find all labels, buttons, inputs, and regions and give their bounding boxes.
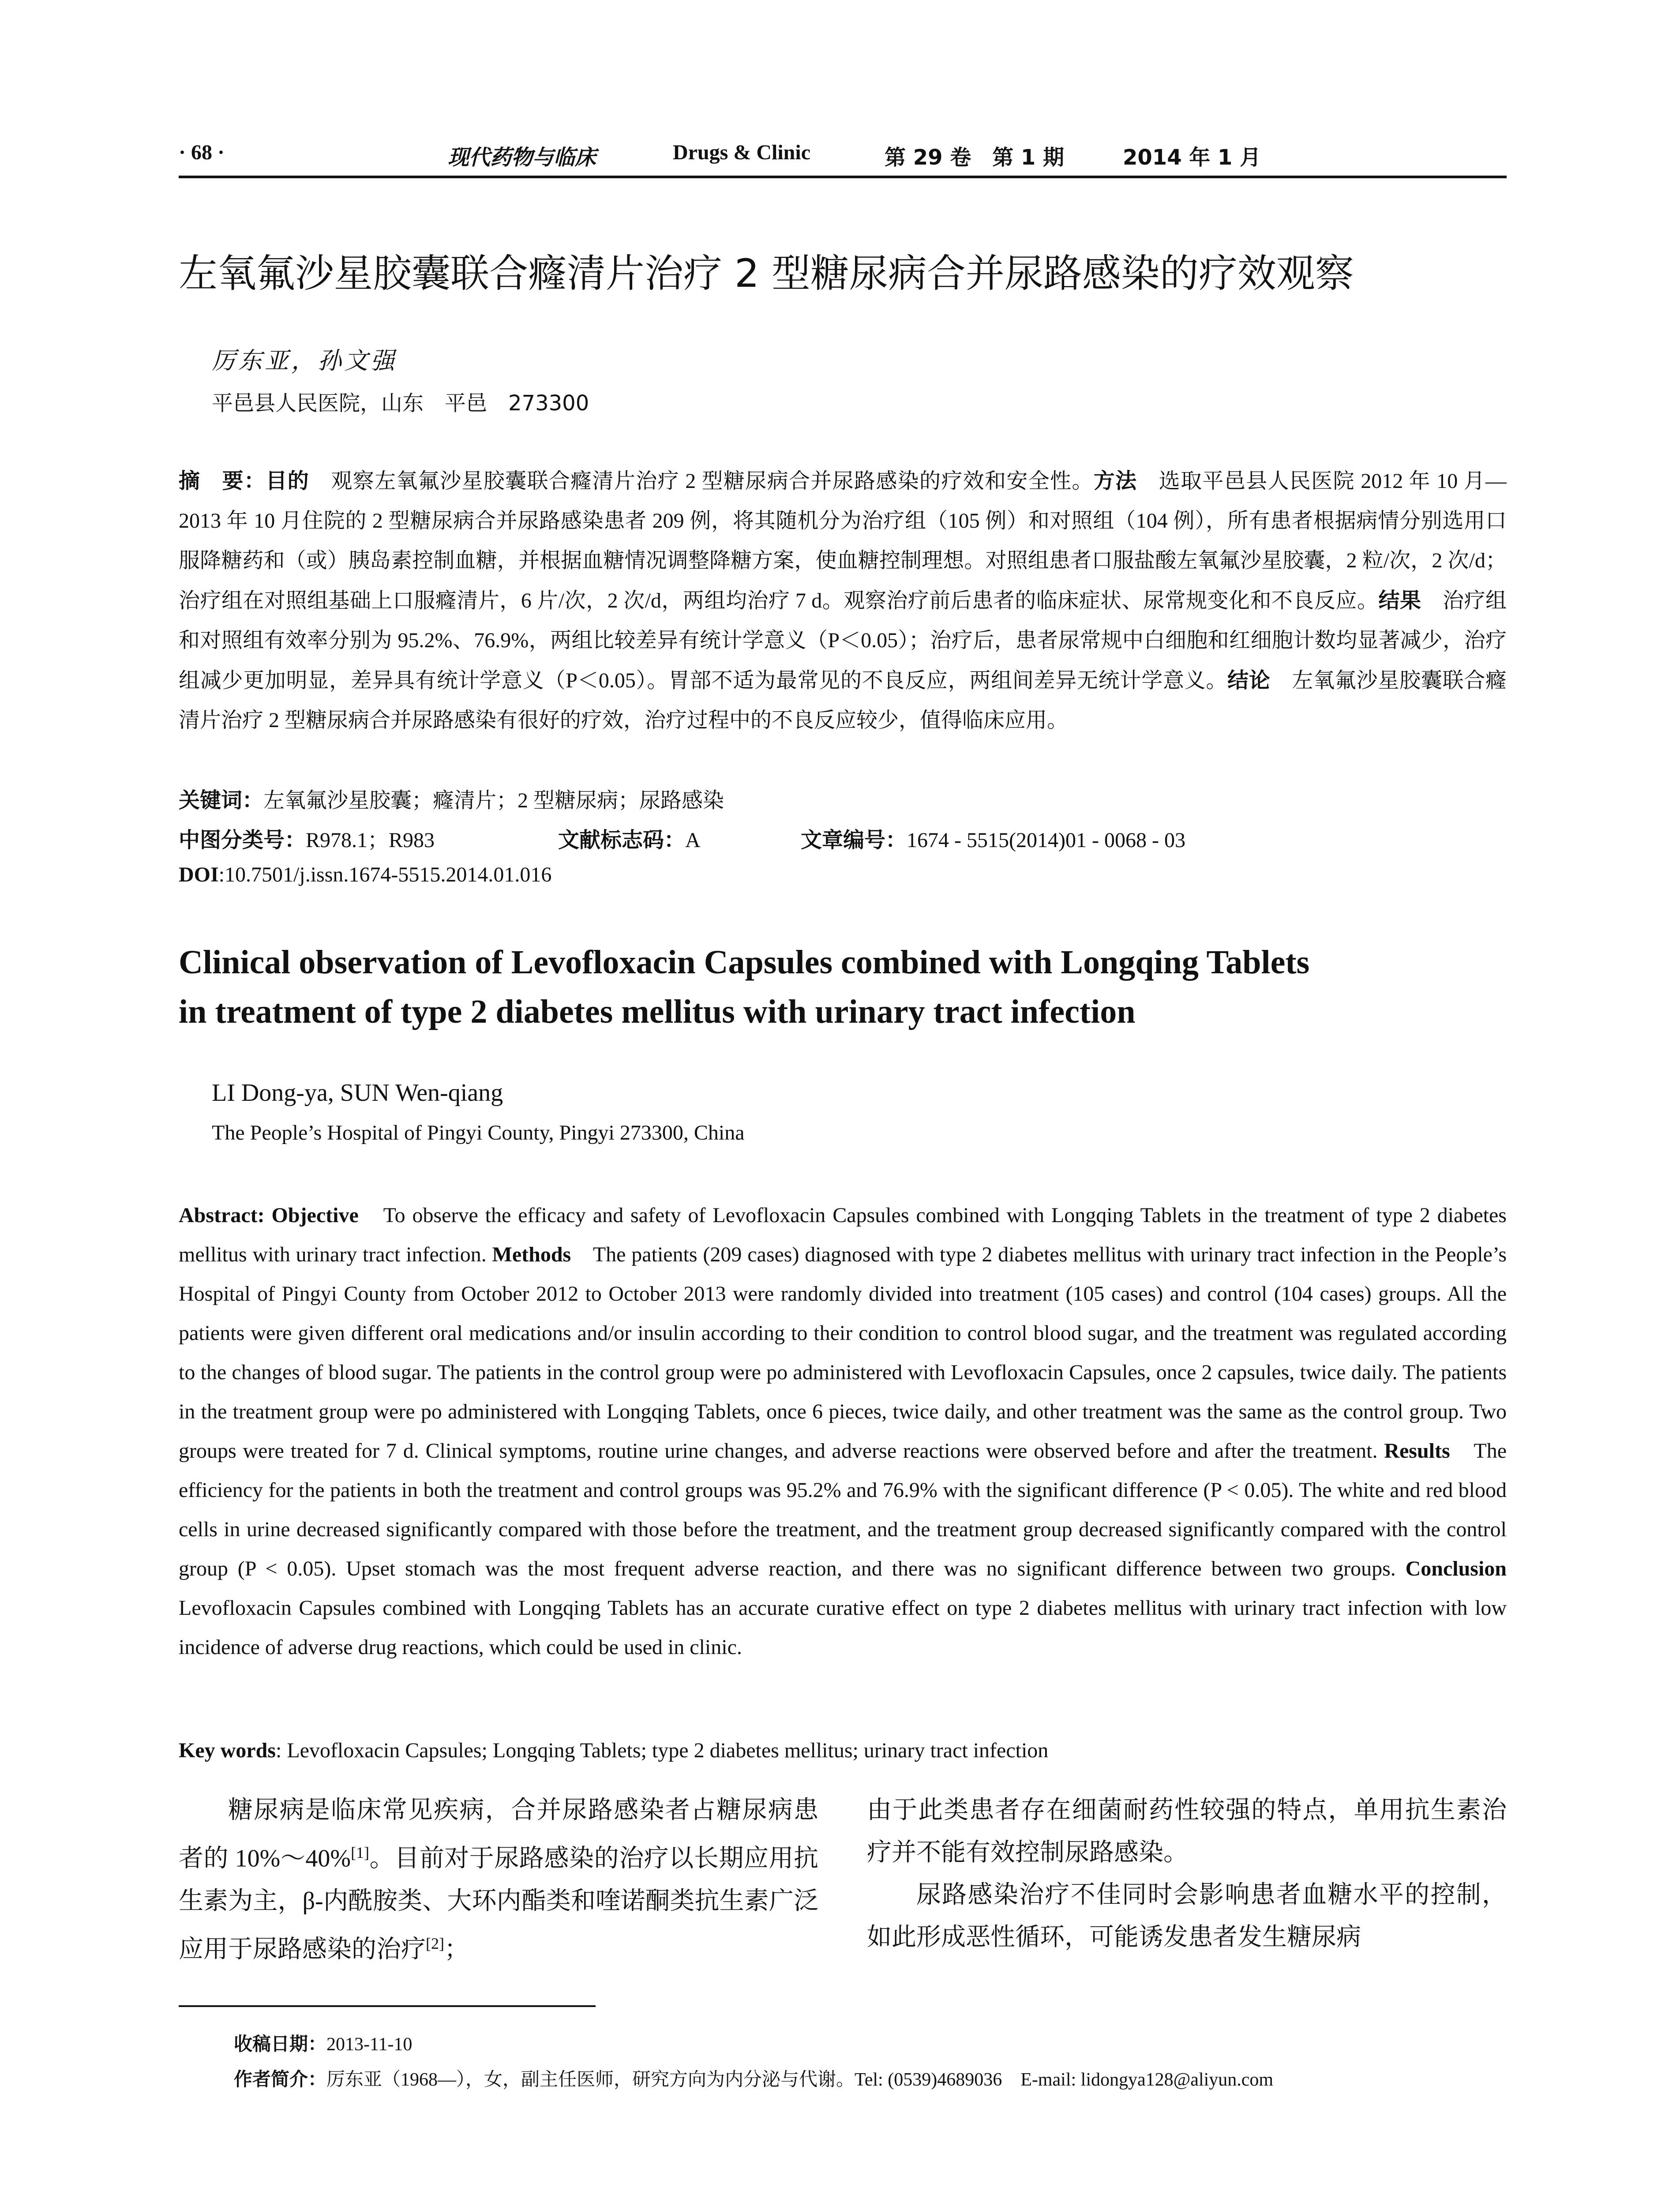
footnote-author bbox=[234, 2065, 1273, 2091]
journal-name-zh: 现代药物与临床 bbox=[448, 145, 596, 170]
methods-zh: 选取平邑县人民医院 2012 年 10 月—2013 年 10 月住院的 2 型糖尿病合并尿路感染患者 209 例，将其随机分为治疗组（105 例）和对照组（104 例），所有患者根据病情分别选用口服降糖药和（或）胰岛素控制血糖，并根据血糖情况调整降糖方案，使血糖控制理想。对照组患者口服盐酸左氧氟沙星胶囊，2 粒/次，2 次/d；治疗组在对照组基础上口服癃清片，6 片/次，2 次/d，两组均治疗 7 d。观察治疗前后患者的临床症状、尿常规变化和不良反应。 bbox=[179, 469, 1507, 612]
body-text: ； bbox=[444, 1936, 469, 1963]
keywords-zh bbox=[179, 783, 724, 814]
conclusion-zh: 左氧氟沙星胶囊联合癃清片治疗 2 型糖尿病合并尿路感染有很好的疗效，治疗过程中的不良反应较少，值得临床应用。 bbox=[179, 669, 1507, 732]
doc-code bbox=[558, 823, 701, 853]
keywords-zh-label: 关键词： bbox=[179, 788, 264, 813]
results-zh-label: 结果 bbox=[1378, 588, 1421, 613]
doi bbox=[179, 863, 551, 887]
abstract-en-label: Abstract: Objective bbox=[179, 1204, 359, 1227]
body-text: 。目前对于尿路感染的治疗以长期应用抗生素为主，β-内酰胺类、大环内酯类和喹诺酮类抗生素广泛应用于尿路感染的治疗 bbox=[179, 1845, 819, 1963]
methods-zh-label: 方法 bbox=[1093, 469, 1137, 493]
title-en-line1: Clinical observation of Levofloxacin Capsules combined with Longqing Tablets bbox=[179, 944, 1310, 981]
affiliation-en: The People’s Hospital of Pingyi County, Pingyi 273300, China bbox=[212, 1121, 745, 1144]
abstract-zh-label: 摘 要： bbox=[179, 469, 266, 493]
methods-en: The patients (209 cases) diagnosed with type 2 diabetes mellitus with urinary tract infection in the People’s Hospital of Pingyi County from October 2012 to October 2013 were randomly divided into treatment (105 cases) and control (104 cases) groups. All the patients were given different oral medications and/or insulin according to their condition to control blood sugar, and the treatment was regulated according to the changes of blood sugar. The patients in the control group were po administered with Levofloxacin Capsules, once 2 capsules, twice daily. The patients in the treatment group were po administered with Longqing Tablets, once 6 pieces, twice daily, and other treatment was the same as the control group. Two groups were treated for 7 d. Clinical symptoms, routine urine changes, and adverse reactions were observed before and after the treatment. bbox=[179, 1243, 1507, 1463]
abstract-en bbox=[179, 1196, 1507, 1667]
body-column-left bbox=[179, 1789, 818, 1970]
doc-label: 文献标志码： bbox=[558, 828, 686, 852]
page-number: · 68 · bbox=[179, 141, 225, 164]
doi-value: :10.7501/j.issn.1674-5515.2014.01.016 bbox=[218, 863, 552, 886]
author-bio: 厉东亚（1968—），女，副主任医师，研究方向为内分泌与代谢。Tel: (0539)4689036 E-mail: lidongya128@aliyun.com bbox=[326, 2070, 1274, 2090]
clc-value: R978.1；R983 bbox=[306, 829, 435, 852]
body-paragraph bbox=[179, 1789, 818, 1970]
footnote-received bbox=[234, 2030, 412, 2056]
body-column-right bbox=[867, 1789, 1507, 1958]
keywords-en bbox=[179, 1738, 1048, 1763]
title-zh: 左氧氟沙星胶囊联合癃清片治疗 2 型糖尿病合并尿路感染的疗效观察 bbox=[179, 251, 1354, 296]
authors-zh: 厉东亚，孙文强 bbox=[212, 347, 397, 375]
body-paragraph: 尿路感染治疗不佳同时会影响患者血糖水平的控制，如此形成恶性循环，可能诱发患者发生糖尿病 bbox=[867, 1881, 1507, 1951]
keywords-zh-text: 左氧氟沙星胶囊；癃清片；2 型糖尿病；尿路感染 bbox=[263, 789, 724, 812]
article-label: 文章编号： bbox=[801, 828, 907, 852]
results-en-label: Results bbox=[1384, 1439, 1450, 1463]
keywords-en-text: : Levofloxacin Capsules; Longqing Tablets; type 2 diabetes mellitus; urinary tract infection bbox=[275, 1739, 1049, 1762]
received-date: 2013-11-10 bbox=[326, 2034, 412, 2055]
abstract-zh bbox=[179, 461, 1507, 740]
conclusion-en-label: Conclusion bbox=[1405, 1557, 1507, 1580]
results-en: The efficiency for the patients in both the treatment and control groups was 95.2% and 76.9% with the significant difference (P < 0.05). The white and red blood cells in urine decreased significantly compared with those before the treatment, and the treatment group decreased significantly compared with the control group (P < 0.05). Upset stomach was the most frequent adverse reaction, and there was no significant difference between two groups. bbox=[179, 1439, 1507, 1580]
title-en bbox=[179, 938, 1507, 1036]
title-en-line2: in treatment of type 2 diabetes mellitus with urinary tract infection bbox=[179, 993, 1136, 1030]
conclusion-zh-label: 结论 bbox=[1227, 668, 1271, 693]
header-rule bbox=[179, 176, 1507, 178]
doi-label: DOI bbox=[179, 863, 219, 886]
authors-en: LI Dong-ya, SUN Wen-qiang bbox=[212, 1079, 503, 1107]
objective-en: To observe the efficacy and safety of Levofloxacin Capsules combined with Longqing Tablets in the treatment of type 2 diabetes mellitus with urinary tract infection. bbox=[179, 1204, 1507, 1266]
issue-date: 2014 年 1 月 bbox=[1123, 145, 1261, 170]
objective-zh-label: 目的 bbox=[266, 469, 310, 493]
author-bio-label: 作者简介： bbox=[234, 2068, 327, 2090]
classification-row bbox=[179, 823, 1507, 854]
article-value: 1674 - 5515(2014)01 - 0068 - 03 bbox=[907, 829, 1185, 852]
received-label: 收稿日期： bbox=[234, 2033, 327, 2055]
affiliation-zh: 平邑县人民医院，山东 平邑 273300 bbox=[212, 391, 589, 416]
doc-value: A bbox=[685, 829, 701, 852]
body-text: 糖尿病是临床常见疾病，合并尿路感染者占糖尿病患者的 10%～40% bbox=[179, 1797, 818, 1872]
objective-zh: 观察左氧氟沙星胶囊联合癃清片治疗 2 型糖尿病合并尿路感染的疗效和安全性。 bbox=[331, 469, 1094, 493]
article-number bbox=[801, 823, 1185, 853]
results-zh: 治疗组和对照组有效率分别为 95.2%、76.9%，两组比较差异有统计学意义（P＜0.05）；治疗后，患者尿常规中白细胞和红细胞计数均显著减少，治疗组减少更加明显，差异具有统计学意义（P＜0.05）。胃部不适为最常见的不良反应，两组间差异无统计学意义。 bbox=[179, 589, 1507, 692]
volume-issue: 第 29 卷 第 1 期 bbox=[885, 145, 1065, 170]
journal-name-en: Drugs & Clinic bbox=[673, 141, 810, 164]
keywords-en-label: Key words bbox=[179, 1739, 276, 1762]
citation-ref: [2] bbox=[426, 1934, 444, 1952]
clc-number bbox=[179, 823, 435, 853]
clc-label: 中图分类号： bbox=[179, 828, 306, 852]
citation-ref: [1] bbox=[351, 1844, 370, 1861]
methods-en-label: Methods bbox=[492, 1243, 571, 1266]
body-paragraph: 由于此类患者存在细菌耐药性较强的特点，单用抗生素治疗并不能有效控制尿路感染。 bbox=[867, 1797, 1507, 1866]
running-header bbox=[179, 140, 1507, 171]
conclusion-en: Levofloxacin Capsules combined with Longqing Tablets has an accurate curative effect on type 2 diabetes mellitus with urinary tract infection with low incidence of adverse drug reactions, which could be used in clinic. bbox=[179, 1596, 1507, 1659]
footnote-rule bbox=[179, 2005, 596, 2007]
